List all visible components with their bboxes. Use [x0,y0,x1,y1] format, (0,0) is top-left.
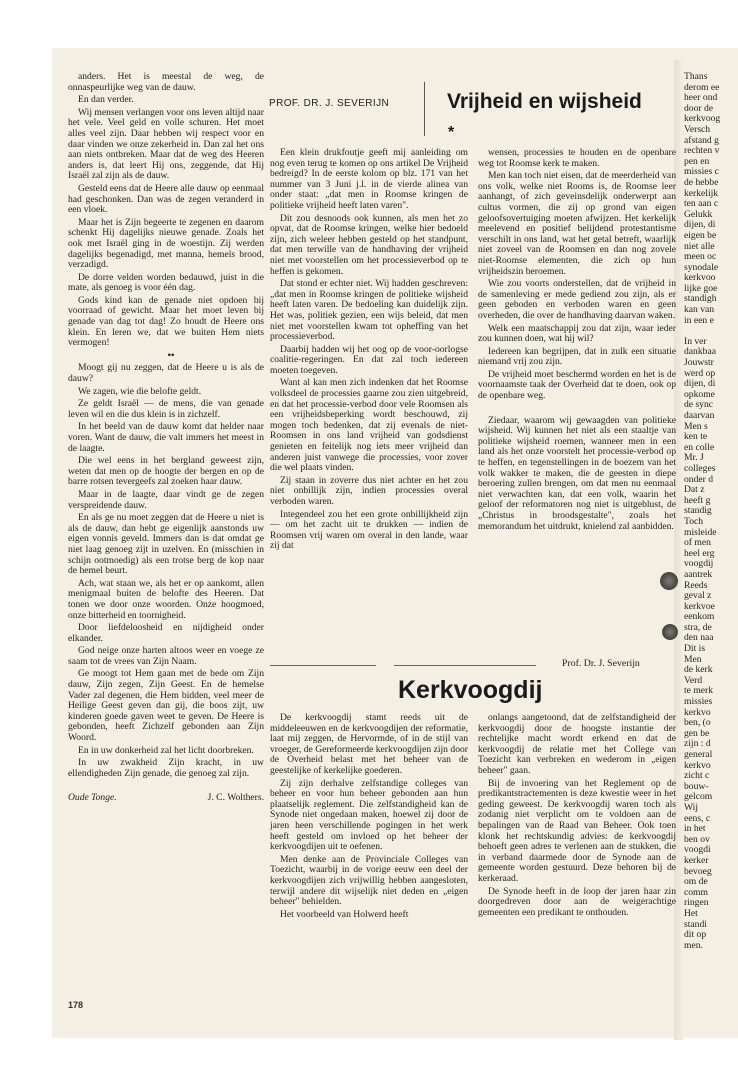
edge-line: Het [684,907,698,919]
paragraph [478,404,676,414]
article2-column-a [270,713,468,922]
paragraph: En dan verder. [78,94,134,106]
edge-line: ben, (o [684,717,711,729]
article1-signoff: Prof. Dr. J. Severijn [562,658,640,669]
paragraph: Het voorbeeld van Holwerd heeft [280,908,409,920]
edge-line: In ver [684,335,707,347]
edge-line: te merk [684,685,714,697]
edge-line: synodale [684,261,719,273]
edge-line: door de [684,102,714,114]
edge-line: standi [684,918,707,930]
paragraph: De dorre velden worden bedauwd, juist in die mate, als genoeg is voor één dag. [68,271,264,294]
paragraph: Een klein drukfoutje geeft mij aanleiding om nog even terug te komen op ons artikel De Vrijheid bedreigd? In de eerste kolom op blz. 171 van het nummer van 3 Juni j.l. in de vierde alinea van onder staat: „dat men in Roomse kringen de politieke vrijheid heeft laten varen". [270,147,468,211]
edge-line: niet alle [684,240,715,252]
paragraph: Bij de invoering van het Reglement op de predikantstractementen is deze kwestie weer in het geding geweest. De kerkvoogdij waren toch als zodanig niet verplicht om te voldoen aan de bepalingen van de Raad van Beheer. Ook toen klonk het rechtskundig advies: de kerkvoogdij behoeft geen adres te verlenen aan de stukken, die in verband daarmede door de Synode aan de gemeente worden gestuurd. Deze behoren bij de kerkeraad. [478,777,676,884]
paragraph: Ziedaar, waarom wij gewaagden van politieke wijsheid. Wij kunnen het niet als een staaltje van politieke wijsheid roemen, wanneer men in een land als het onze voorstelt het processie-verbod op te heffen, en tegenstellingen in de boezem van het volk wakker te maken, die de geesten in diepe beroering zullen brengen, om dat men nu eenmaal niet verwachten kan, dat een volk, waarin het geloof der reformatoren nog niet is uitgeblust, de „Christus in broodsgestalte", zoals het memorandum het uitdrukt, knielend zal aanbidden. [478,414,676,532]
article2-column-b [478,713,676,920]
paragraph: Door liefdeloosheid en nijdigheid onder elkander. [68,622,264,644]
edge-line: om de [684,876,708,888]
edge-line: Thans [684,72,708,82]
paragraph: En als ge nu moet zeggen dat de Heere u niet is als de dauw, dan hebt ge eigenlijk aanstonds uw eigen vonnis geveld. Immers dan is dat omdat ge niet laag genoeg zijt in uzelven. En (misschien in schijn ootmoedig) als een trotse berg de kop naar de hemel beurt. [68,512,264,577]
edge-line: stra, de [684,621,712,633]
edge-line: ten aan c [684,198,719,210]
edge-line: en colle [684,441,715,453]
paragraph: We zagen, wie die belofte geldt. [78,385,202,397]
edge-line: rechten v [684,145,720,157]
edge-line: heeft g [684,494,711,506]
signature-name: J. C. Wolthers. [207,792,264,804]
edge-line: Dit is [684,643,706,655]
edge-line: bouw- [684,780,709,792]
paragraph: wensen, processies te houden en de openbare weg tot Roomse kerk te maken. [478,147,676,169]
paragraph: Welk een maatschappij zou dat zijn, waar ieder zou kunnen doen, wat hij wil? [478,322,676,345]
section-rule [394,665,536,666]
edge-line: misleide [684,526,717,538]
edge-line: afstand g [684,134,719,146]
paragraph: God neige onze harten altoos weer en voege ze saam tot de vrees van Zijn Naam. [68,645,264,667]
edge-line: men. [684,939,703,951]
edge-line: Versch [684,123,711,135]
edge-line: kerker [684,854,709,866]
edge-line: of men [684,537,711,549]
edge-line: general [684,749,713,760]
edge-line: bevoeg [684,865,712,877]
edge-line: in een e [684,314,714,326]
paragraph: Men denke aan de Provinciale Colleges van Toezicht, waarbij in de vorige eeuw een deel der kerkvoogdijen zich vrijwillig hebben aangesloten, terwijl andere dit wijselijk niet deden en „eigen beheer" behielden. [270,853,468,908]
edge-line: standig [684,505,712,517]
edge-line: colleges [684,462,716,474]
paragraph: Daarbij hadden wij het oog op de voor-oorlogse coalitie-regeringen. En dat zal toch iedereen moeten toegeven. [270,343,468,376]
edge-line: meen oc [684,251,717,263]
title-asterisk: * [448,124,455,141]
edge-line: comm [684,886,708,898]
binding-hole [662,624,678,640]
edge-line: missies c [684,166,719,178]
edge-line: pen en [684,155,710,167]
paragraph: Zij staan in zoverre dus niet achter en het zou niet onbillijk zijn, indien processies overal verboden waren. [270,474,468,507]
article-title: Vrijheid en wijsheid [447,90,642,113]
paragraph: Wij mensen verlangen voor ons leven altijd naar het vele. Veel geld en volle schuren. Het moet alles veel zijn. Daar hebben wij respect voor en daar vinden we onze zekerheid in. Dan zal het ons aan niets ontbreken. Maar dat de weg des Heeren anders is, dat leert Hij ons, zeggende, dat Hij Israël zal zijn als de dauw. [68,106,264,182]
paragraph: In uw zwakheid Zijn kracht, in uw ellendigheden Zijn genade, die genoeg zal zijn. [68,757,264,779]
edge-line: Mr. J [684,452,704,464]
edge-line: kan van [684,304,715,316]
left-column [68,72,264,804]
edge-line: missies [684,696,713,708]
paragraph: onlangs aangetoond, dat de zelfstandigheid der kerkvoogdij door de hoogste instantie der rechtelijke macht wordt erkend en dat de kerkvoogdij de relatie met het College van Toezicht kan verbreken en wederom in „eigen beheer" gaan. [478,712,676,776]
edge-line: kerkvo [684,706,711,718]
paragraph: Ach, wat staan we, als het er op aankomt, allen menigmaal buiten de belofte des Heeren. Dat tonen we door onze woorden. Onze hoogmoed, onze bitterheid en toornigheid. [68,577,264,621]
paragraph: Want al kan men zich indenken dat het Roomse volksdeel de processies gaarne zou zien uitgebreid, en dat het processie-verbod door vele Roomsen als een vrijheidsbeperking wordt beschouwd, zij mogen toch bedenken, dat zij evenals de niet-Roomsen in ons land vrijheid van godsdienst genieten en feitelijk nog iets meer vrijheid dan anderen juist vanwege die processies, voor zover die wel plaats vinden. [270,377,468,474]
section-rule-left [270,665,376,666]
binding-hole [660,572,678,590]
paragraph: In het beeld van de dauw komt dat helder naar voren. Want de dauw, die valt immers het meest in de laagte. [68,421,264,454]
paragraph: Wie zou voorts onderstellen, dat de vrijheid in de samenleving er mede gediend zou zijn, als er geen geboden en verboden waren en geen overheden, die over de handhaving daarvan waken. [478,278,676,321]
edge-line: Gelukk [684,208,713,220]
edge-line: de kerk [684,664,713,676]
edge-line: voogdi [684,844,711,856]
edge-line: Jouwstr [684,357,714,369]
edge-line: Dat z [684,484,705,496]
article1-column-b [478,148,676,534]
edge-line: dankbaa [684,346,716,358]
paragraph: Dat stond er echter niet. Wij hadden geschreven: „dat men in Roomse kringen de politieke wijsheid heeft laten varen. De bedoeling kan duidelijk zijn. Het was, politiek gezien, een wijs beleid, dat men niet met voorstellen kwam tot opheffing van het processieverbod. [270,278,468,343]
paragraph: Ge moogt tot Hem gaan met de bede om Zijn dauw, Zijn zegen, Zijn Geest. En de hemelse Vader zal degenen, die Hem bidden, veel meer de Heilige Geest geven dan gij, die boos zijt, uw kinderen goede gaven weet te geven. De Heere is gebonden, heeft Zichzelf gebonden aan Zijn Woord. [68,668,264,744]
paragraph: Die wel eens in het bergland geweest zijn, weten dat men op de hoogte der bergen en op de barre rotsen tevergeefs zal zoeken haar dauw. [68,455,264,488]
article1-column-a [270,148,468,554]
edge-line: de hebbe [684,176,719,188]
edge-line: daarvan [684,410,715,421]
edge-line: Toch [684,515,704,527]
edge-line: derom ee [684,81,720,93]
edge-line: ringen [684,897,709,909]
edge-line: Verd [684,674,703,686]
edge-line: zijn : d [684,738,711,750]
paragraph: Ze geldt Israël — de mens, die van genade leven wil en die dus klein is in zichzelf. [68,398,264,420]
edge-line: Men [684,653,702,665]
paragraph: Moogt gij nu zeggen, dat de Heere u is als de dauw? [68,362,264,385]
edge-line: ben ov [684,833,710,845]
edge-line: heel erg [684,547,715,559]
paragraph: Maar het is Zijn begeerte te zegenen en daarom schenkt Hij dagelijks nieuwe genade. Zoals het ook met Israël ging in de woestijn. Zij werden dagelijks begenadigd, met manna, hemels brood, verzadigd. [68,216,264,271]
edge-line: zicht c [684,770,710,782]
edge-line: opkome [684,388,715,400]
edge-line: kerkelijk [684,187,719,199]
paragraph: De Synode heeft in de loop der jaren haar zin doorgedreven door aan de weigerachtige gemeenten een predikant te onthouden. [478,885,676,918]
left-signature [68,793,264,804]
paragraph: Integendeel zou het een grote onbillijkheid zijn — om het zacht uit te drukken — indien de Roomsen vrij waren om overal in den lande, waar zij dat [270,508,468,552]
edge-line: Men s [684,420,708,432]
edge-line: aantrek [684,568,713,580]
edge-line: kerkvoog [684,113,721,125]
edge-line: lijke goe [684,282,718,294]
article-author: PROF. DR. J. SEVERIJN [269,98,390,109]
paragraph: Gods kind kan de genade niet opdoen bij voorraad of gewicht. Maar het moet leven bij genade van dag tot dag! Zo houdt de Heere ons klein. En leren we, dat we buiten Hem niets vermogen! [68,294,264,349]
article2-title: Kerkvoogdij [398,676,543,704]
paragraph: anders. Het is meestal de weg, de onnaspeurlijke weg van de dauw. [68,71,264,93]
paragraph: Gesteld eens dat de Heere alle dauw op eenmaal had geschonken. Dan was de zegen veranderd in een vloek. [68,182,264,216]
next-page-edge [684,72,734,951]
edge-line: dijen, di [684,378,716,390]
edge-line: gelcom [684,791,713,803]
edge-line: in het [684,823,706,835]
page-number: 178 [68,1000,84,1010]
paragraph: Maar in de laagte, daar vindt ge de zegen verspreidende dauw. [68,488,264,511]
edge-line: kerkvo [684,759,711,771]
edge-line: dijen, di [684,219,716,231]
paragraph: De vrijheid moet beschermd worden en het is de voornaamste taak der Overheid dat te doen, ook op de openbare weg. [478,368,676,402]
edge-line: gen be [684,727,710,739]
paragraph: Dit zou desnoods ook kunnen, als men het zo opvat, dat de Roomse kringen, welke hier bedoeld zijn, zich weleer hebben gesteld op het standpunt, dat men terwille van de handhaving der vrijheid niet met voorstellen om het processieverbod op te heffen is gekomen. [270,212,468,277]
edge-line: eens, c [684,812,711,824]
edge-line: werd op [684,367,716,379]
paragraph: Iedereen kan begrijpen, dat in zulk een situatie niemand vrij zou zijn. [478,345,676,368]
edge-line: onder d [684,473,714,485]
edge-line: eigen be [684,229,717,241]
paragraph: Men kan toch niet eisen, dat de meerderheid van ons volk, welke niet Rooms is, de Roomse leer aanhangt, of zich geveinsdelijk onderwerpt aan cultus vormen, die zij op grond van eigen geloofsovertuiging moeten afwijzen. Het kerkelijk meelevend en positief belijdend protestantisme verschilt in ons land, wat het getal betreft, waarlijk niet zoveel van de Roomsen en dan nog zovele niet-Roomse elementen, die zich op hun vrijheidszin beroemen. [478,170,676,277]
edge-line: standigh [684,293,717,305]
edge-line: de sync [684,399,714,411]
header-divider [424,82,425,136]
signature-place: Oude Tonge. [68,792,117,804]
edge-line: Reeds [684,579,708,591]
paragraph: En in uw donkerheid zal het licht doorbreken. [78,744,254,756]
edge-line: ken te [684,431,708,443]
edge-line: dit op [684,929,707,941]
paragraph: Zij zijn derhalve zelfstandige colleges van beheer en voor hun beheer gebonden aan hun plaatselijk reglement. Die zelfstandigheid kan de Synode niet ongedaan maken, hoewel zij door de jaren heen verschillende pogingen in het werk heeft gesteld om invloed op het beheer der kerkvoogdijen uit te oefenen. [270,777,468,853]
edge-line: kerkvoo [684,272,716,284]
edge-line: den naa [684,632,714,644]
edge-line: heer ond [684,92,718,104]
edge-line: kerkvoe [684,600,715,612]
edge-line: voogdij [684,558,714,570]
edge-line: eenkom [684,611,715,623]
paragraph: De kerkvoogdij stamt reeds uit de middeleeuwen en de kerkvoogdijen der reformatie, laat mij zeggen, de Hervormde, of in de stijl van vroeger, de Gereformeerde kerkvoogdijen zijn door de Overheid belast met het beheer van de geestelijke of kerkelijke goederen. [270,712,468,776]
section-separator: •• [167,349,175,361]
edge-line: Wij [684,801,699,813]
edge-line: geval z [684,590,712,602]
